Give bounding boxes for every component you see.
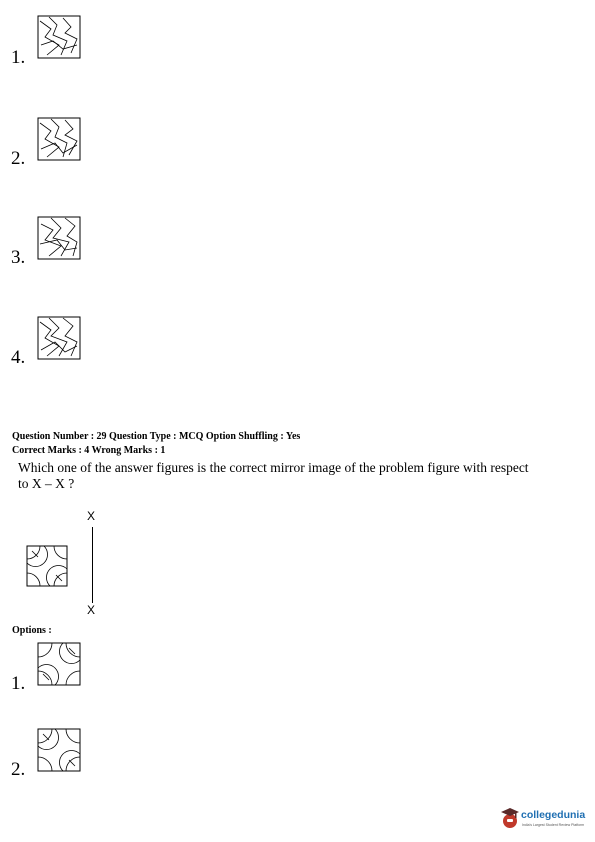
problem-figure: [26, 545, 68, 587]
mirror-axis-label-bottom: X: [87, 603, 96, 617]
mirror-axis-label-top: X: [87, 509, 96, 523]
prev-option-number-1: 1.: [11, 47, 26, 68]
options-heading: Options :: [12, 625, 52, 636]
prev-option-number-2: 2.: [11, 148, 26, 169]
prev-option-number-4: 4.: [11, 347, 26, 368]
question-text-line-1: Which one of the answer figures is the correct mirror image of the problem figure with respect: [18, 460, 529, 475]
prev-option-figure-4: [37, 316, 81, 360]
prev-option-figure-1: [37, 15, 81, 59]
brand-tagline: India's Largest Student Review Platform: [522, 823, 585, 827]
question-text-line-2: to X – X ?: [18, 476, 75, 491]
prev-option-figure-3: [37, 216, 81, 260]
prev-option-number-3: 3.: [11, 247, 26, 268]
option-figure-1: [37, 642, 81, 686]
question-meta-line-1: Question Number : 29 Question Type : MCQ Option Shuffling : Yes: [12, 431, 301, 442]
option-number-1: 1.: [11, 673, 26, 694]
graduate-cap-icon: [500, 806, 520, 830]
brand-name: collegedunia: [521, 809, 586, 821]
prev-option-figure-2: [37, 117, 81, 161]
option-number-2: 2.: [11, 759, 26, 780]
question-meta-line-2: Correct Marks : 4 Wrong Marks : 1: [12, 445, 166, 456]
option-figure-2: [37, 728, 81, 772]
collegedunia-logo: [500, 806, 592, 832]
mirror-axis-line: [92, 527, 93, 603]
